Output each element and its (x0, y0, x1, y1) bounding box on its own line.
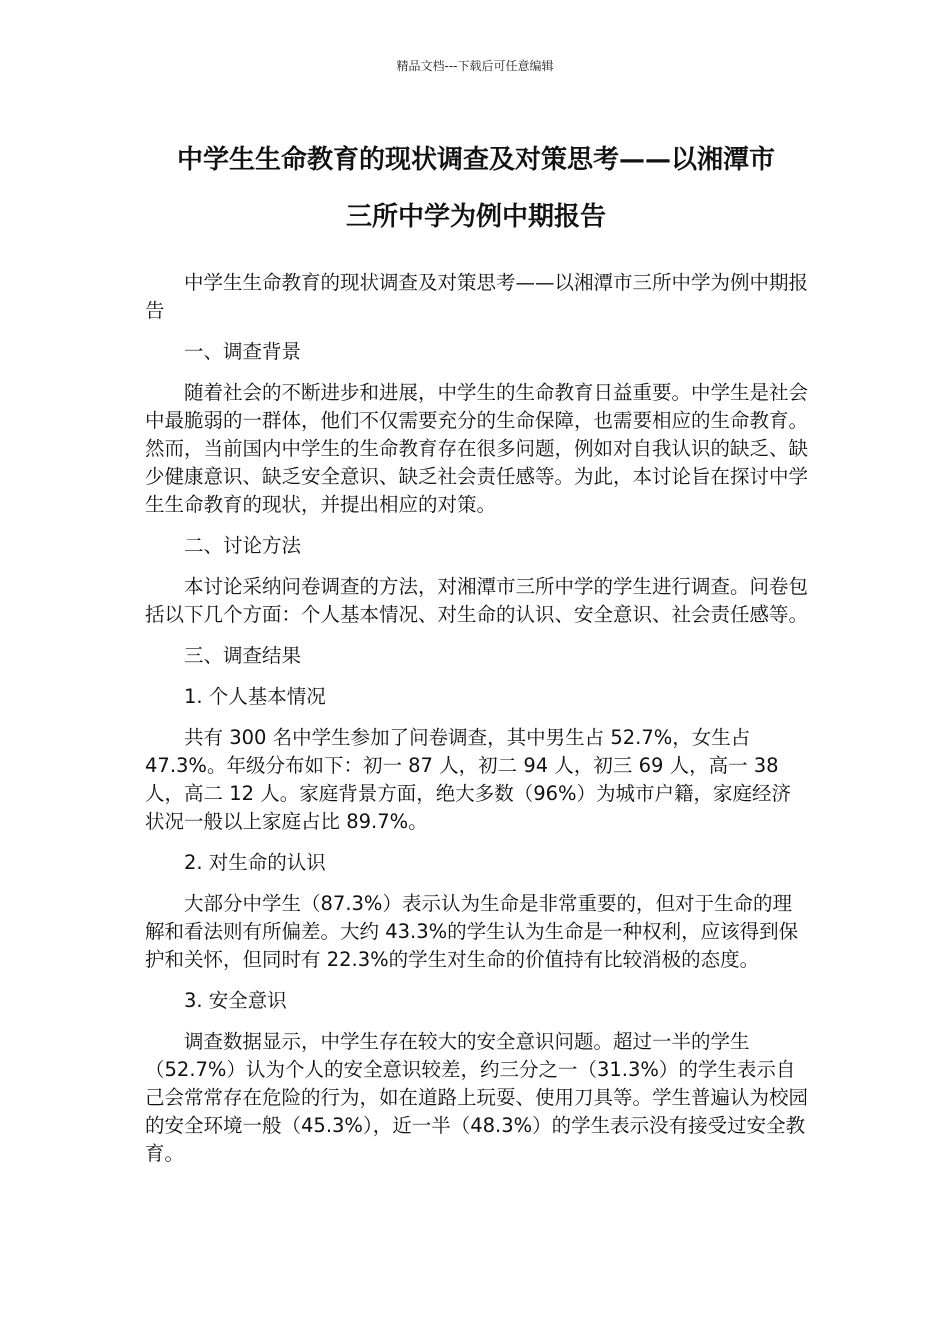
method-paragraph: 本讨论采纳问卷调查的方法，对湘潭市三所中学的学生进行调查。问卷包括以下几个方面：个人基本情况、对生命的认识、安全意识、社会责任感等。 (145, 575, 809, 626)
section-heading-method: 二、讨论方法 (184, 534, 302, 557)
subheading-basic-info: 1. 个人基本情况 (184, 685, 326, 708)
background-paragraph: 随着社会的不断进步和进展，中学生的生命教育日益重要。中学生是社会中最脆弱的一群体，他们不仅需要充分的生命保障，也需要相应的生命教育。然而，当前国内中学生的生命教育存在很多问题，例如对自我认识的缺乏、缺少健康意识、缺乏安全意识、缺乏社会责任感等。为此，本讨论旨在探讨中学生生命教育的现状，并提出相应的对策。 (145, 381, 809, 516)
document-body (145, 269, 810, 1181)
subheading-life-awareness: 2. 对生命的认识 (184, 851, 326, 874)
basic-info-paragraph: 共有 300 名中学生参加了问卷调查，其中男生占 52.7%，女生占 47.3%。年级分布如下：初一 87 人，初二 94 人，初三 69 人，高一 38 人，高二 12 人。家庭背景方面，绝大多数（96%）为城市户籍，家庭经济状况一般以上家庭占比 89.7%。 (145, 726, 792, 833)
safety-paragraph: 调查数据显示，中学生存在较大的安全意识问题。超过一半的学生（52.7%）认为个人的安全意识较差，约三分之一（31.3%）的学生表示自己会常常存在危险的行为，如在道路上玩耍、使用刀具等。学生普遍认为校园的安全环境一般（45.3%），近一半（48.3%）的学生表示没有接受过安全教育。 (145, 1030, 809, 1165)
intro-paragraph: 中学生生命教育的现状调查及对策思考——以湘潭市三所中学为例中期报告 (145, 271, 809, 322)
life-awareness-paragraph: 大部分中学生（87.3%）表示认为生命是非常重要的，但对于生命的理解和看法则有所偏差。大约 43.3%的学生认为生命是一种权利，应该得到保护和关怀，但同时有 22.3%的学生对生命的价值持有比较消极的态度。 (145, 892, 799, 971)
section-heading-results: 三、调查结果 (184, 644, 302, 667)
title-line-1: 中学生生命教育的现状调查及对策思考——以湘潭市 (176, 145, 775, 175)
section-heading-background: 一、调查背景 (184, 340, 302, 363)
title-line-2: 三所中学为例中期报告 (345, 202, 606, 232)
header-note: 精品文档---下载后可任意编辑 (396, 59, 554, 73)
subheading-safety: 3. 安全意识 (184, 989, 287, 1012)
document-title (140, 132, 812, 246)
